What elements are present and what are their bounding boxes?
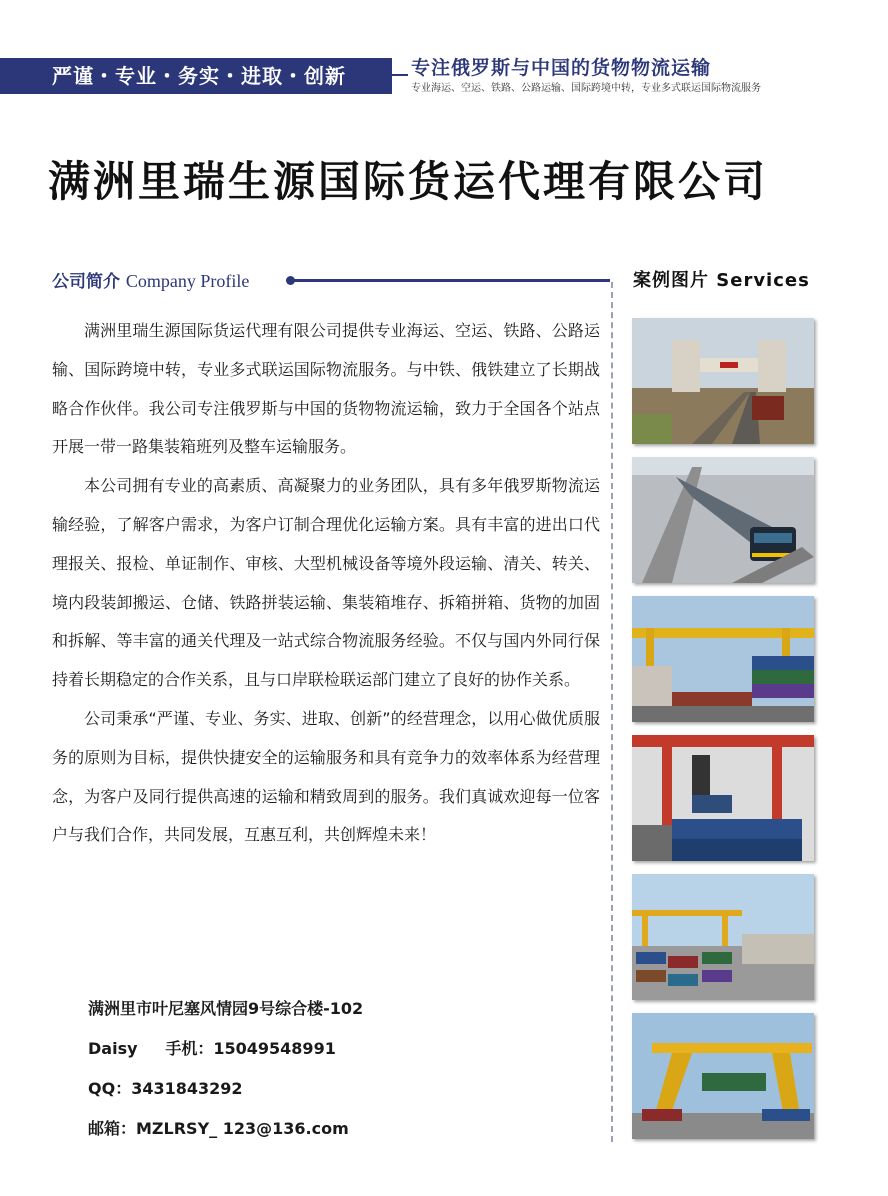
contact-address: 满洲里市叶尼塞风情园9号综合楼-102 [88,999,364,1018]
container-loading-photo [632,735,814,861]
crane-container-lift-photo [632,1013,814,1139]
border-gate-railway-photo [632,318,814,444]
header-divider [392,74,408,76]
profile-paragraph: 满洲里瑞生源国际货运代理有限公司提供专业海运、空运、铁路、公路运输、国际跨境中转，专业多式联运国际物流服务。与中铁、俄铁建立了长期战略合作伙伴。我公司专注俄罗斯与中国的货物物流运输，致力于全国各个站点开展一带一路集装箱班列及整车运输服务。 [52,321,600,457]
column-divider [611,282,613,1142]
contact-phone: Daisy 手机：15049548991 [88,1039,336,1058]
gantry-crane-yard-photo [632,596,814,722]
profile-paragraph: 本公司拥有专业的高素质、高凝聚力的业务团队，具有多年俄罗斯物流运输经验，了解客户需求，为客户订制合理优化运输方案。具有丰富的进出口代理报关、报检、单证制作、审核、大型机械设备等境外段运输、清关、转关、境内段装卸搬运、仓储、铁路拼装运输、集装箱堆存、拆箱拼箱、货物的加固和拆解、等丰富的通关代理及一站式综合物流服务经验。不仅与国内外同行保持着长期稳定的合作关系，且与口岸联检联运部门建立了良好的协作关系。 [52,476,600,690]
profile-paragraph: 公司秉承“严谨、专业、务实、进取、创新”的经营理念，以用心做优质服务的原则为目标，提供快捷安全的运输服务和具有竞争力的效率体系为经营理念，为客户及同行提供高速的运输和精致周到的服务。我们真诚欢迎每一位客户与我们合作，共同发展，互惠互利，共创辉煌未来！ [52,708,600,845]
slogan: 严谨・专业・务实・进取・创新 [52,64,346,88]
profile-heading-cn: 公司简介 [52,272,120,292]
company-name: 满洲里瑞生源国际货运代理有限公司 [48,157,769,206]
container-train-photo [632,457,814,583]
tagline: 专注俄罗斯与中国的货物物流运输 [411,57,712,79]
profile-heading [52,269,249,293]
container-terminal-photo [632,874,814,1000]
profile-body [52,312,600,855]
profile-heading-en: Company Profile [125,271,250,291]
contact-qq: QQ：3431843292 [88,1079,243,1098]
tagline-subtitle: 专业海运、空运、铁路、公路运输、国际跨境中转，专业多式联运国际物流服务 [411,83,761,94]
contact-email: 邮箱：MZLRSY_ 123@136.com [88,1119,349,1138]
heading-rule [292,279,610,282]
services-heading: 案例图片 Services [633,270,810,291]
